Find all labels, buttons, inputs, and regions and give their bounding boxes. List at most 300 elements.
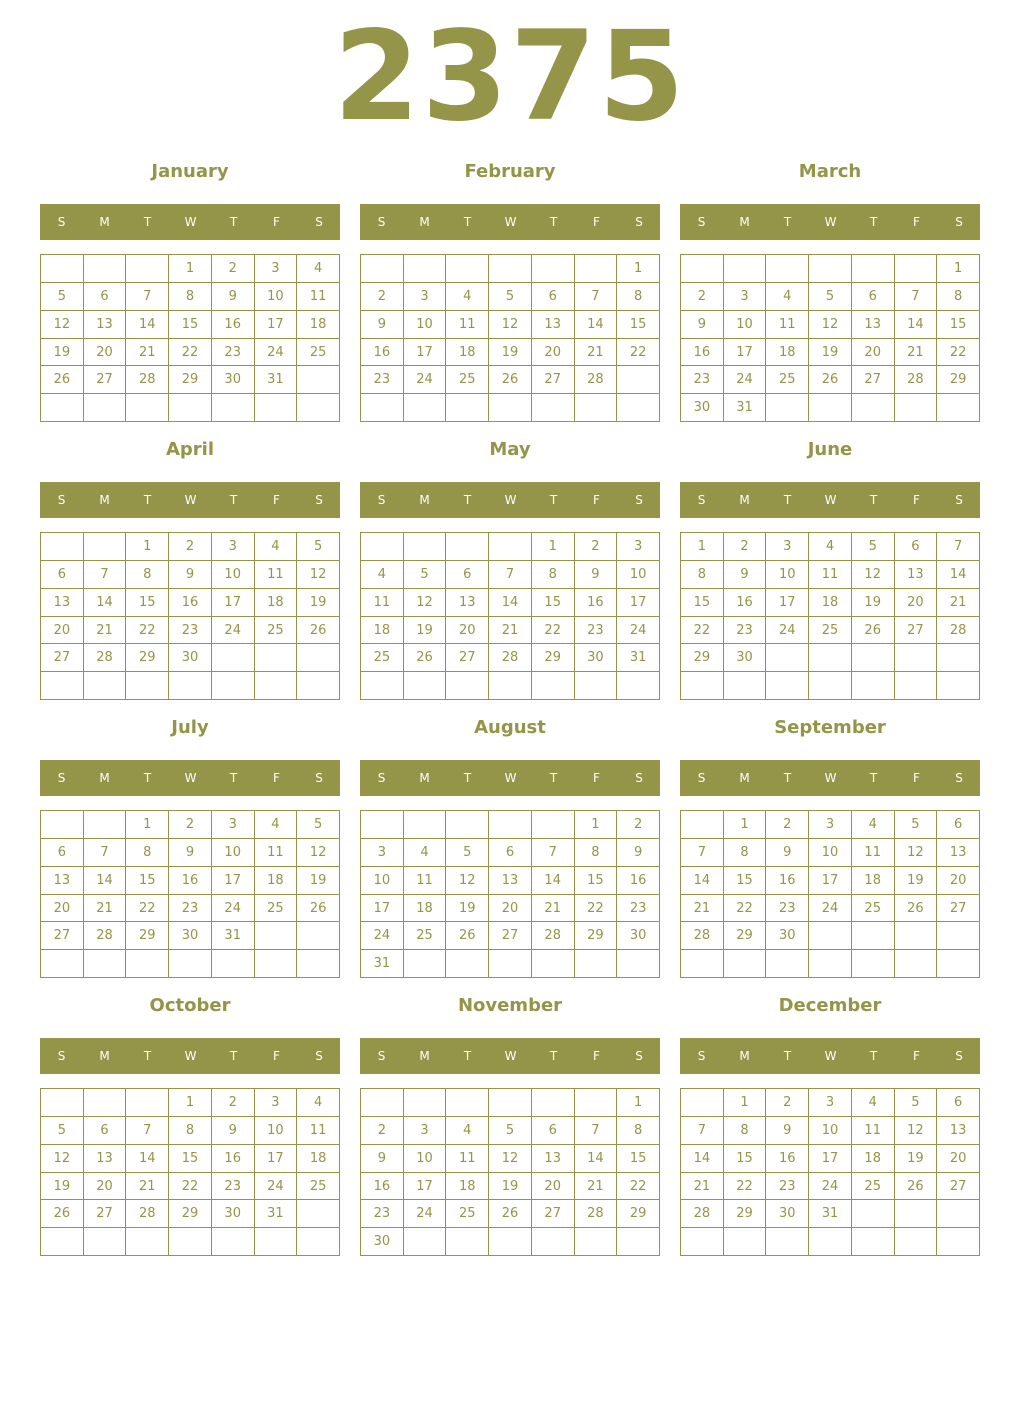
empty-day-cell [361,672,404,700]
weekday-label: S [697,771,706,785]
month-june [680,438,980,708]
weekday-label: M [739,1049,750,1063]
weekday-label: M [419,1049,430,1063]
empty-day-cell [852,255,895,283]
empty-day-cell [809,950,852,978]
empty-day-cell [255,950,298,978]
day-grid [40,254,340,422]
day-cell: 16 [169,589,212,617]
day-cell: 15 [126,867,169,895]
day-cell: 10 [212,839,255,867]
day-cell: 24 [255,339,298,367]
day-cell: 16 [169,867,212,895]
day-grid [360,532,660,700]
weekday-label: T [143,493,152,507]
weekday-label: W [184,493,197,507]
weekday-label: T [143,215,152,229]
day-cell: 4 [809,533,852,561]
month-title: May [489,439,531,460]
empty-day-cell [126,255,169,283]
day-cell: 13 [532,311,575,339]
day-cell: 26 [446,922,489,950]
empty-day-cell [255,922,298,950]
day-cell: 25 [809,617,852,645]
day-cell: 5 [895,811,938,839]
empty-day-cell [895,255,938,283]
weekday-label: F [593,771,600,785]
day-cell: 1 [681,533,724,561]
day-cell: 23 [681,366,724,394]
day-cell: 26 [895,895,938,923]
day-cell: 7 [84,839,127,867]
day-cell: 27 [446,644,489,672]
day-cell: 3 [255,255,298,283]
day-cell: 20 [532,1173,575,1201]
weekday-label: S [377,771,386,785]
day-cell: 8 [724,1117,767,1145]
weekday-label: M [99,771,110,785]
empty-day-cell [169,394,212,422]
month-title: July [171,717,209,738]
day-cell: 4 [446,1117,489,1145]
weekday-label: S [315,1049,323,1063]
empty-day-cell [41,394,84,422]
empty-day-cell [297,394,340,422]
day-cell: 10 [766,561,809,589]
empty-day-cell [532,950,575,978]
day-cell: 13 [84,311,127,339]
day-cell: 22 [126,895,169,923]
empty-day-cell [404,1228,447,1256]
empty-day-cell [126,950,169,978]
day-cell: 21 [126,1173,169,1201]
day-cell: 14 [84,867,127,895]
empty-day-cell [446,1228,489,1256]
weekday-label: F [593,1049,600,1063]
weekday-label: T [783,771,792,785]
day-cell: 11 [255,839,298,867]
day-cell: 6 [489,839,532,867]
empty-day-cell [297,672,340,700]
day-cell: 3 [617,533,660,561]
day-cell: 15 [575,867,618,895]
empty-day-cell [852,922,895,950]
day-cell: 23 [212,1173,255,1201]
empty-day-cell [446,950,489,978]
day-cell: 28 [84,644,127,672]
day-cell: 27 [489,922,532,950]
weekday-label: T [549,493,558,507]
day-cell: 3 [724,283,767,311]
weekday-label: S [635,493,643,507]
day-cell: 2 [169,811,212,839]
day-cell: 2 [361,1117,404,1145]
empty-day-cell [895,1200,938,1228]
day-cell: 3 [212,811,255,839]
day-cell: 6 [937,1089,980,1117]
weekday-label: W [824,1049,837,1063]
empty-day-cell [212,394,255,422]
empty-day-cell [617,672,660,700]
day-cell: 10 [212,561,255,589]
empty-day-cell [575,394,618,422]
day-cell: 28 [126,366,169,394]
day-cell: 24 [212,895,255,923]
empty-day-cell [937,1228,980,1256]
empty-day-cell [404,255,447,283]
day-cell: 1 [169,1089,212,1117]
day-cell: 4 [852,1089,895,1117]
day-cell: 4 [255,811,298,839]
empty-day-cell [617,394,660,422]
day-cell: 11 [297,283,340,311]
empty-day-cell [212,1228,255,1256]
day-cell: 20 [84,339,127,367]
day-cell: 13 [532,1145,575,1173]
day-cell: 19 [446,895,489,923]
weekday-label: W [504,215,517,229]
day-cell: 6 [895,533,938,561]
day-cell: 18 [255,867,298,895]
empty-day-cell [41,950,84,978]
empty-day-cell [126,1228,169,1256]
weekday-label: S [697,215,706,229]
weekday-label: T [783,1049,792,1063]
day-cell: 1 [169,255,212,283]
empty-day-cell [681,255,724,283]
weekday-label: M [99,493,110,507]
day-cell: 7 [681,1117,724,1145]
empty-day-cell [852,950,895,978]
day-cell: 15 [724,1145,767,1173]
day-cell: 15 [617,1145,660,1173]
empty-day-cell [446,255,489,283]
day-cell: 25 [404,922,447,950]
day-cell: 11 [852,839,895,867]
day-cell: 9 [617,839,660,867]
day-cell: 23 [575,617,618,645]
day-cell: 22 [617,1173,660,1201]
day-cell: 11 [255,561,298,589]
day-cell: 18 [852,1145,895,1173]
weekday-label: S [697,1049,706,1063]
day-cell: 16 [575,589,618,617]
day-cell: 4 [852,811,895,839]
day-cell: 14 [681,867,724,895]
day-cell: 3 [809,811,852,839]
weekday-label: T [229,215,238,229]
day-cell: 31 [361,950,404,978]
day-cell: 16 [212,1145,255,1173]
day-cell: 5 [297,533,340,561]
day-cell: 26 [489,366,532,394]
empty-day-cell [446,1089,489,1117]
month-may [360,438,660,708]
weekday-label: S [635,215,643,229]
day-cell: 11 [852,1117,895,1145]
empty-day-cell [404,950,447,978]
day-cell: 11 [297,1117,340,1145]
day-cell: 24 [724,366,767,394]
day-cell: 18 [361,617,404,645]
day-cell: 20 [937,1145,980,1173]
day-cell: 14 [126,311,169,339]
weekday-label: S [377,493,386,507]
empty-day-cell [446,811,489,839]
day-cell: 20 [852,339,895,367]
day-cell: 21 [681,895,724,923]
empty-day-cell [724,950,767,978]
day-cell: 9 [212,1117,255,1145]
day-cell: 22 [724,895,767,923]
day-cell: 18 [297,311,340,339]
empty-day-cell [446,672,489,700]
weekday-label: S [57,493,66,507]
day-cell: 19 [489,339,532,367]
day-cell: 19 [895,1145,938,1173]
empty-day-cell [575,1228,618,1256]
day-cell: 13 [41,589,84,617]
day-cell: 28 [575,366,618,394]
weekday-label: W [824,771,837,785]
day-cell: 8 [724,839,767,867]
empty-day-cell [532,811,575,839]
day-cell: 18 [852,867,895,895]
day-cell: 20 [84,1173,127,1201]
month-title: January [151,161,229,182]
day-cell: 15 [532,589,575,617]
empty-day-cell [617,1228,660,1256]
day-cell: 1 [724,811,767,839]
day-cell: 28 [681,922,724,950]
weekday-label: S [315,771,323,785]
day-cell: 22 [681,617,724,645]
day-cell: 3 [766,533,809,561]
day-cell: 5 [895,1089,938,1117]
weekday-label: W [184,215,197,229]
day-cell: 19 [41,339,84,367]
day-cell: 2 [617,811,660,839]
day-cell: 25 [766,366,809,394]
day-cell: 15 [937,311,980,339]
weekday-label: F [593,215,600,229]
day-cell: 13 [41,867,84,895]
empty-day-cell [617,366,660,394]
weekday-label: W [824,215,837,229]
weekday-header [360,1038,660,1074]
empty-day-cell [297,922,340,950]
empty-day-cell [41,1089,84,1117]
day-cell: 22 [575,895,618,923]
weekday-label: S [57,771,66,785]
day-cell: 8 [575,839,618,867]
day-cell: 29 [575,922,618,950]
weekday-label: S [315,493,323,507]
month-title: August [474,717,546,738]
day-grid [360,1088,660,1256]
empty-day-cell [404,394,447,422]
month-title: April [165,439,215,460]
empty-day-cell [84,1089,127,1117]
day-cell: 13 [895,561,938,589]
day-cell: 14 [84,589,127,617]
empty-day-cell [617,950,660,978]
day-cell: 8 [681,561,724,589]
day-cell: 15 [724,867,767,895]
empty-day-cell [255,672,298,700]
empty-day-cell [361,533,404,561]
day-cell: 22 [617,339,660,367]
empty-day-cell [297,366,340,394]
day-cell: 11 [404,867,447,895]
month-title: March [798,161,862,182]
weekday-header [40,1038,340,1074]
empty-day-cell [361,811,404,839]
empty-day-cell [766,672,809,700]
empty-day-cell [809,644,852,672]
day-cell: 4 [297,255,340,283]
day-cell: 27 [84,366,127,394]
empty-day-cell [937,1200,980,1228]
day-cell: 13 [489,867,532,895]
day-cell: 21 [126,339,169,367]
weekday-label: W [824,493,837,507]
empty-day-cell [532,672,575,700]
day-cell: 1 [532,533,575,561]
day-cell: 12 [895,839,938,867]
day-cell: 26 [895,1173,938,1201]
empty-day-cell [681,672,724,700]
month-september [680,716,980,986]
day-cell: 1 [617,1089,660,1117]
day-cell: 10 [255,1117,298,1145]
day-cell: 17 [255,1145,298,1173]
day-cell: 16 [361,1173,404,1201]
month-title: February [464,161,556,182]
day-cell: 21 [84,895,127,923]
day-cell: 29 [532,644,575,672]
empty-day-cell [446,533,489,561]
day-cell: 16 [681,339,724,367]
empty-day-cell [766,255,809,283]
weekday-header [360,482,660,518]
day-cell: 20 [895,589,938,617]
weekday-label: M [739,771,750,785]
day-cell: 9 [724,561,767,589]
day-cell: 28 [532,922,575,950]
day-cell: 4 [446,283,489,311]
empty-day-cell [489,1228,532,1256]
day-cell: 7 [575,283,618,311]
empty-day-cell [255,394,298,422]
day-cell: 12 [297,561,340,589]
empty-day-cell [809,394,852,422]
weekday-label: M [419,771,430,785]
empty-day-cell [84,533,127,561]
day-cell: 12 [446,867,489,895]
day-cell: 2 [212,1089,255,1117]
day-cell: 17 [404,339,447,367]
day-cell: 17 [255,311,298,339]
month-october [40,994,340,1264]
weekday-label: T [229,493,238,507]
day-cell: 22 [937,339,980,367]
day-cell: 15 [126,589,169,617]
day-cell: 8 [532,561,575,589]
empty-day-cell [489,672,532,700]
day-cell: 22 [169,1173,212,1201]
empty-day-cell [532,1228,575,1256]
day-cell: 30 [681,394,724,422]
empty-day-cell [404,533,447,561]
day-cell: 9 [681,311,724,339]
day-cell: 7 [532,839,575,867]
day-cell: 8 [617,283,660,311]
empty-day-cell [361,394,404,422]
weekday-label: T [549,1049,558,1063]
day-cell: 8 [126,561,169,589]
month-title: September [774,717,886,738]
weekday-label: T [229,1049,238,1063]
empty-day-cell [404,1089,447,1117]
day-cell: 29 [169,366,212,394]
day-cell: 6 [84,283,127,311]
day-cell: 30 [766,1200,809,1228]
day-cell: 25 [361,644,404,672]
day-cell: 29 [681,644,724,672]
empty-day-cell [255,1228,298,1256]
empty-day-cell [575,255,618,283]
day-cell: 7 [126,283,169,311]
day-cell: 16 [766,1145,809,1173]
empty-day-cell [126,394,169,422]
day-cell: 25 [852,895,895,923]
day-cell: 4 [404,839,447,867]
day-cell: 18 [404,895,447,923]
day-cell: 21 [895,339,938,367]
day-cell: 1 [575,811,618,839]
weekday-label: S [635,771,643,785]
day-cell: 7 [937,533,980,561]
day-cell: 6 [937,811,980,839]
day-cell: 14 [937,561,980,589]
day-cell: 28 [126,1200,169,1228]
weekday-header [360,204,660,240]
day-cell: 8 [617,1117,660,1145]
weekday-label: T [463,493,472,507]
day-cell: 16 [212,311,255,339]
day-cell: 18 [766,339,809,367]
day-cell: 23 [361,1200,404,1228]
day-cell: 8 [126,839,169,867]
empty-day-cell [575,672,618,700]
day-cell: 14 [575,1145,618,1173]
weekday-label: S [377,215,386,229]
day-cell: 15 [681,589,724,617]
weekday-label: T [229,771,238,785]
day-cell: 19 [41,1173,84,1201]
day-cell: 7 [84,561,127,589]
day-cell: 26 [41,1200,84,1228]
day-cell: 27 [895,617,938,645]
weekday-label: F [913,1049,920,1063]
day-cell: 12 [41,311,84,339]
day-cell: 19 [404,617,447,645]
day-cell: 17 [809,867,852,895]
day-cell: 31 [617,644,660,672]
weekday-label: S [315,215,323,229]
weekday-label: F [273,771,280,785]
